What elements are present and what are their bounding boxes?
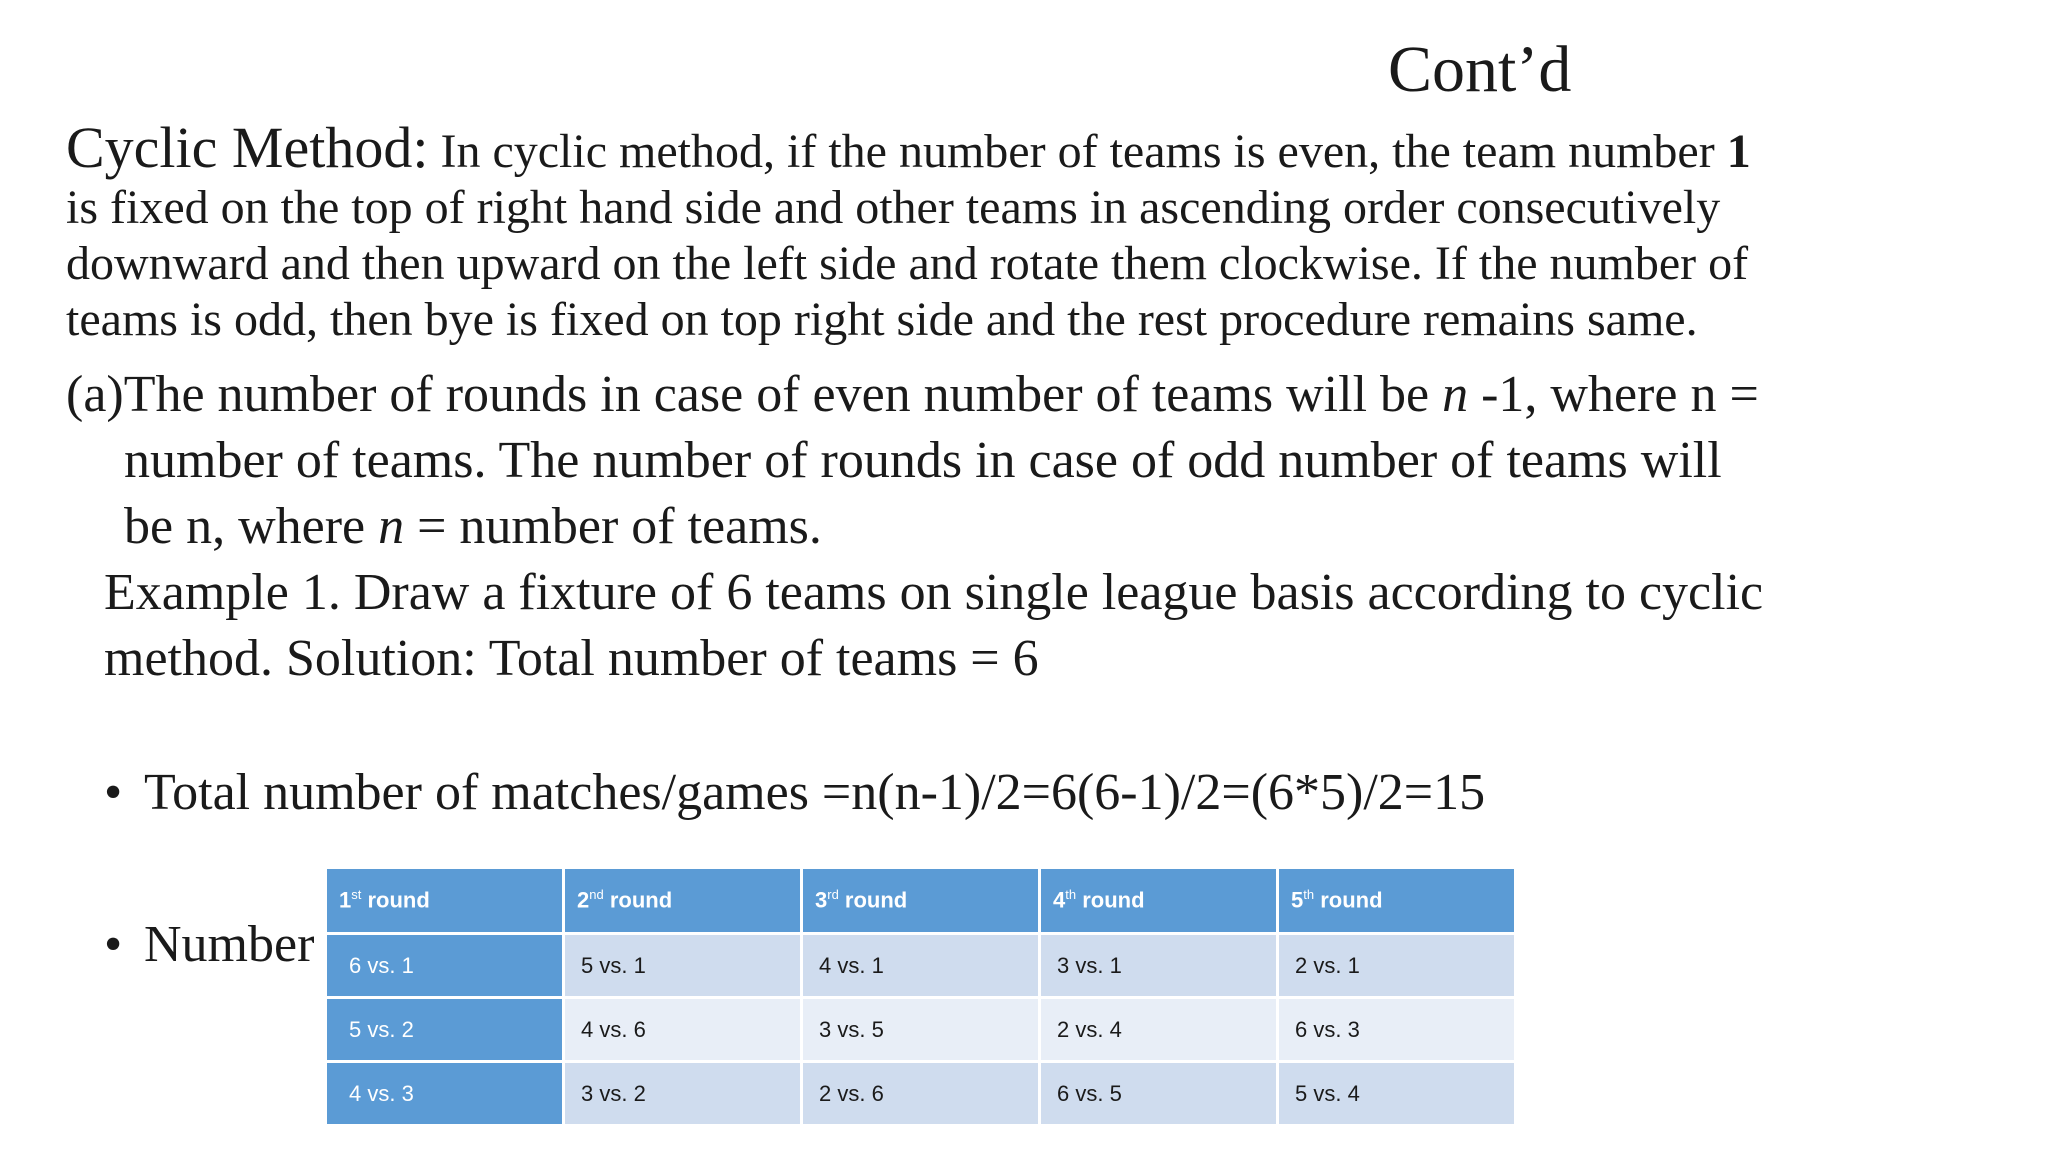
table-cell: 2 vs. 4: [1040, 998, 1278, 1062]
fixture-table: [324, 866, 1517, 1127]
intro-team-number: 1: [1726, 125, 1751, 178]
bullet-number: [104, 912, 314, 978]
header-round-5: 5th round: [1278, 868, 1516, 934]
table-cell: 4 vs. 1: [802, 934, 1040, 998]
table-cell: 3 vs. 5: [802, 998, 1040, 1062]
intro-line-1-text: In cyclic method, if the number of teams is even, the team number: [428, 125, 1727, 178]
intro-lead: Cyclic Method:: [66, 115, 429, 180]
table-cell: 6 vs. 5: [1040, 1062, 1278, 1126]
table-cell: 5 vs. 2: [326, 998, 564, 1062]
table-row: [326, 998, 1516, 1062]
example-line-1: Example 1. Draw a fixture of 6 teams on single league basis according to cyclic: [104, 564, 1764, 621]
point-a-line-3: [66, 494, 1759, 560]
fixture-header-row: [326, 868, 1516, 934]
bullet-total-matches: [104, 760, 1485, 826]
intro-line-1: [66, 115, 1966, 180]
table-cell: 4 vs. 3: [326, 1062, 564, 1126]
table-cell: 3 vs. 2: [564, 1062, 802, 1126]
total-matches-text: Total number of matches/games =n(n-1)/2=6(6-1)/2=(6*5)/2=15: [144, 764, 1486, 821]
header-round-4: 4th round: [1040, 868, 1278, 934]
table-cell: 6 vs. 3: [1278, 998, 1516, 1062]
point-a: [66, 362, 1759, 560]
slide-title: Cont’d: [1388, 33, 1572, 106]
point-a-line-1-post: -1, where n =: [1468, 366, 1759, 423]
header-round-3: 3rd round: [802, 868, 1040, 934]
example-1: [104, 560, 1763, 692]
intro-line-2: is fixed on the top of right hand side and other teams in ascending order consecutively: [66, 181, 1721, 234]
header-round-1: 1st round: [326, 868, 564, 934]
point-a-var-n-2: n: [378, 498, 405, 555]
table-cell: 2 vs. 1: [1278, 934, 1516, 998]
table-cell: 4 vs. 6: [564, 998, 802, 1062]
point-a-line-2: number of teams. The number of rounds in case of odd number of teams will: [124, 432, 1722, 489]
table-cell: 5 vs. 1: [564, 934, 802, 998]
intro-line-3: downward and then upward on the left side and rotate them clockwise. If the number of: [66, 237, 1749, 290]
point-a-line-1-pre: (a)The number of rounds in case of even number of teams will be: [66, 366, 1443, 423]
point-a-line-3-pre: be n, where: [124, 498, 379, 555]
table-cell: 6 vs. 1: [326, 934, 564, 998]
bullet-dot: •: [104, 916, 123, 973]
table-cell: 2 vs. 6: [802, 1062, 1040, 1126]
number-text: Number: [144, 916, 315, 973]
point-a-line-3-post: = number of teams.: [404, 498, 822, 555]
example-line-2: method. Solution: Total number of teams = 6: [104, 630, 1039, 687]
bullet-dot: •: [104, 764, 123, 821]
point-a-var-n: n: [1442, 366, 1469, 423]
intro-paragraph: [66, 115, 1966, 348]
point-a-line-1: [66, 362, 1759, 428]
header-round-2: 2nd round: [564, 868, 802, 934]
table-cell: 5 vs. 4: [1278, 1062, 1516, 1126]
table-row: [326, 1062, 1516, 1126]
table-cell: 3 vs. 1: [1040, 934, 1278, 998]
intro-line-4: teams is odd, then bye is fixed on top right side and the rest procedure remains same.: [66, 293, 1698, 346]
table-row: [326, 934, 1516, 998]
